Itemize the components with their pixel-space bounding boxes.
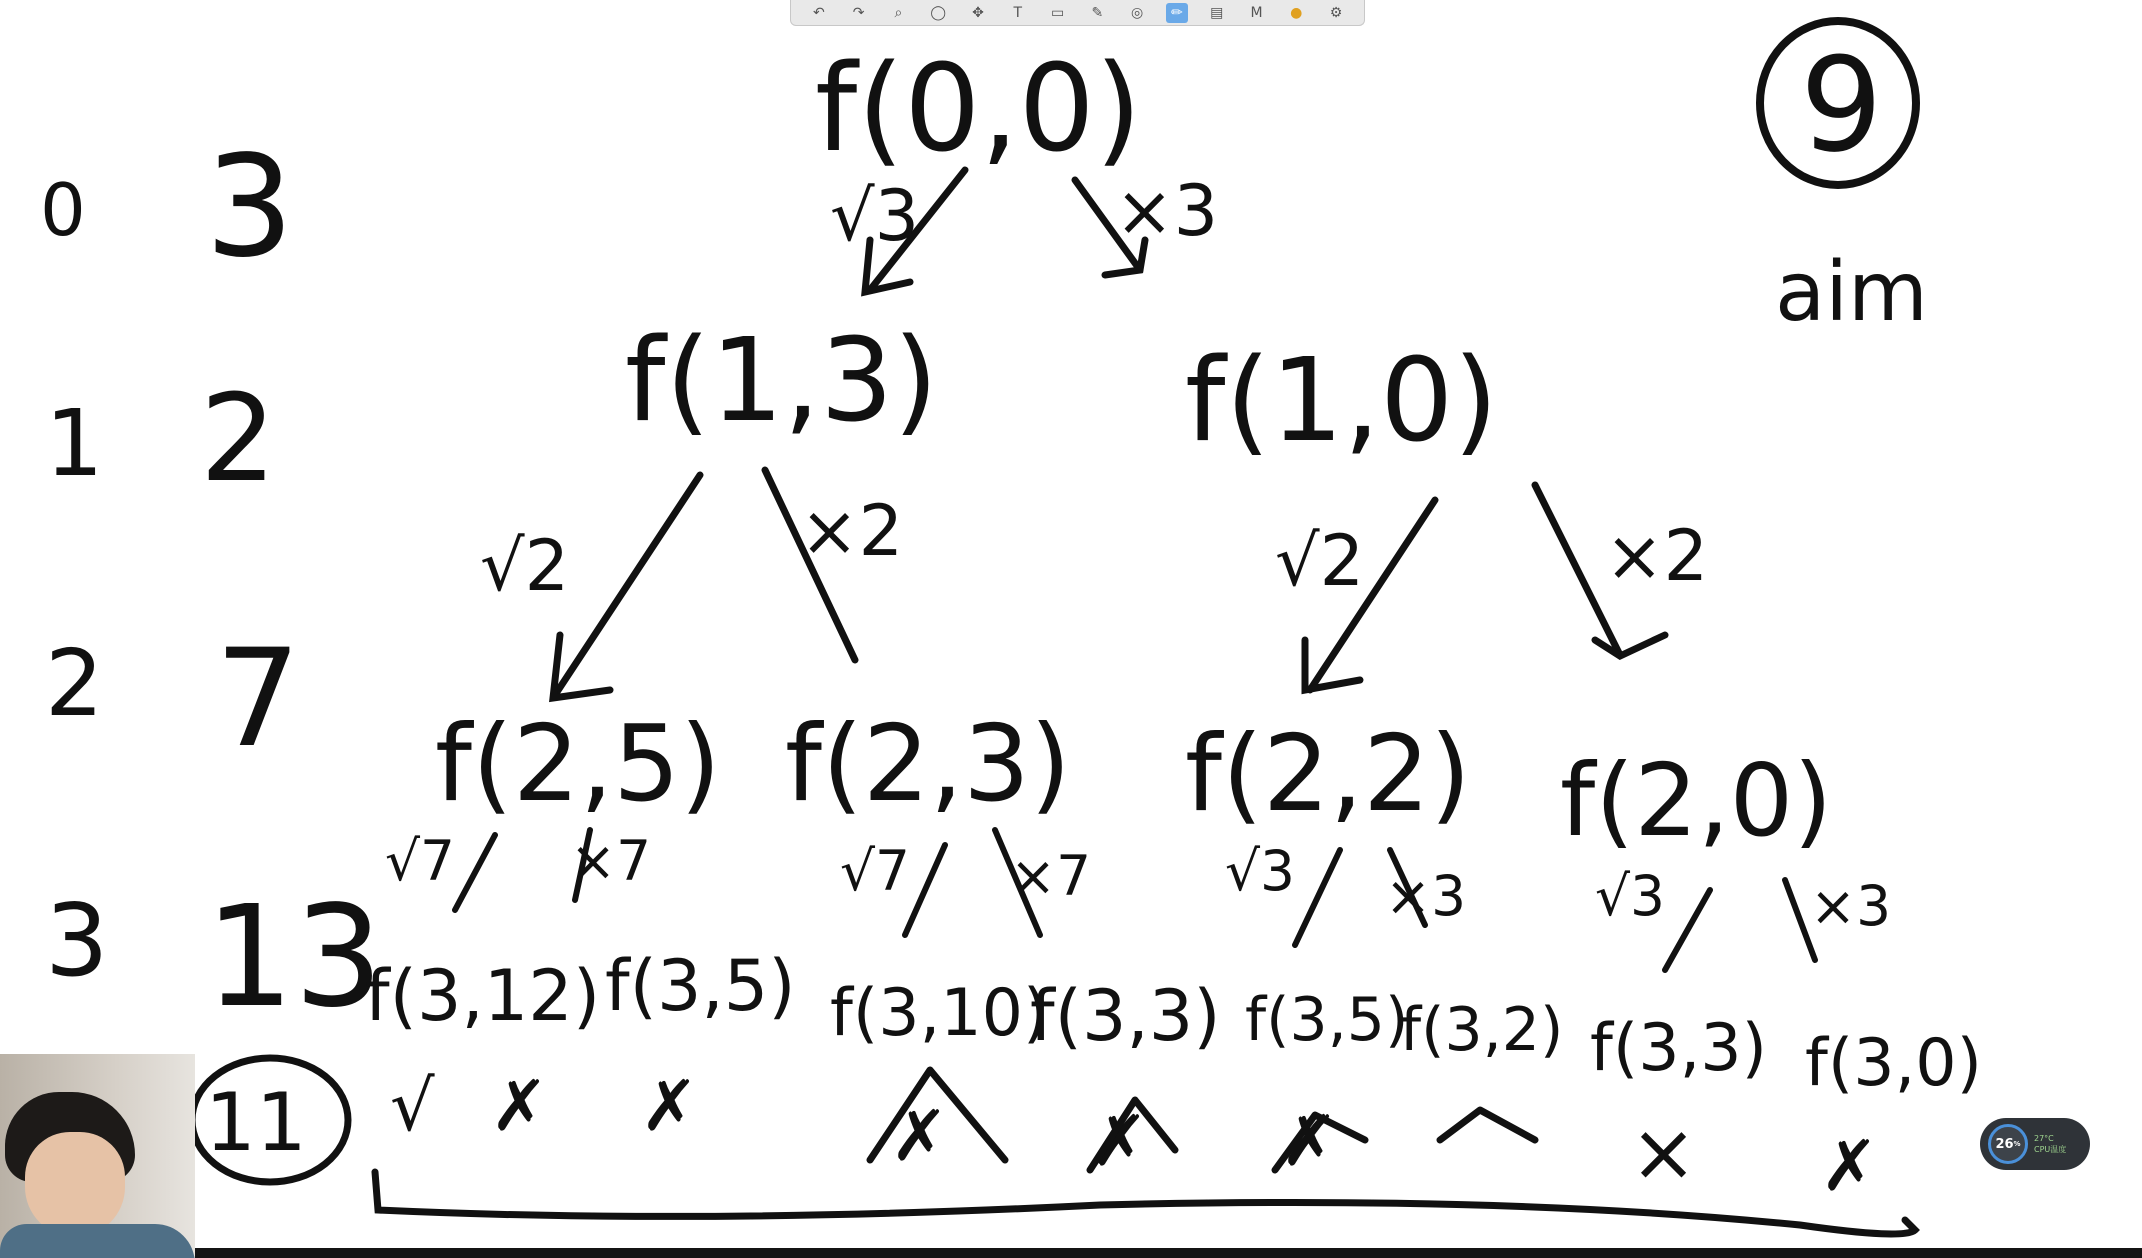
index-column xyxy=(40,168,109,999)
value-column xyxy=(200,126,383,1039)
index-0: 0 xyxy=(40,168,86,252)
usage-ring xyxy=(1988,1124,2028,1164)
value-3: 13 xyxy=(205,876,384,1039)
edge-label-3-5: ×3 xyxy=(1385,864,1467,928)
leaf-mark-5: ✗ xyxy=(1280,1100,1339,1182)
leaf-mark-4: ✗ xyxy=(1090,1100,1149,1182)
cpu-label: CPU温度 xyxy=(2034,1145,2067,1154)
tree-node-2-1: f(2,3) xyxy=(785,703,1071,825)
edge-label-3-0: √7 xyxy=(385,829,456,893)
edge-label-root-left: √3 xyxy=(830,175,920,257)
webcam-person-shirt xyxy=(0,1224,195,1258)
level3-nodes xyxy=(365,945,1982,1101)
edge-label-root-right: ×3 xyxy=(1115,170,1219,252)
webcam-overlay xyxy=(0,1054,195,1258)
edge-label-3-2: √7 xyxy=(840,839,911,903)
edge-label-1-0-right: ×2 xyxy=(800,490,904,572)
marker-icon[interactable]: M xyxy=(1250,4,1263,21)
leaf-marks xyxy=(390,1065,1879,1207)
edge-label-3-7: ×3 xyxy=(1810,874,1892,938)
circled-extra-value: 11 xyxy=(205,1076,307,1169)
move-icon[interactable]: ✥ xyxy=(972,4,984,21)
leaf-mark-0: √ xyxy=(390,1065,435,1147)
tree-root: f(0,0) xyxy=(815,40,1142,179)
leaf-mark-2: ✗ xyxy=(640,1065,699,1147)
leaf-mark-7: ✗ xyxy=(1820,1125,1879,1207)
edge-label-3-1: ×7 xyxy=(570,829,652,893)
leaf-mark-1: ✗ xyxy=(490,1065,549,1147)
aim-value: 9 xyxy=(1800,29,1883,181)
edge-label-1-1-right: ×2 xyxy=(1605,515,1709,597)
index-1: 1 xyxy=(45,390,104,497)
tree-node-3-4: f(3,5) xyxy=(1245,985,1409,1055)
usage-value: 26 xyxy=(1995,1136,2014,1152)
tree-node-3-3: f(3,3) xyxy=(1030,975,1221,1057)
cpu-stats xyxy=(2034,1133,2066,1155)
tree-node-2-3: f(2,0) xyxy=(1560,742,1833,859)
webcam-person-face xyxy=(25,1132,125,1237)
index-2: 2 xyxy=(45,630,104,737)
tree-node-3-2: f(3,10) xyxy=(830,976,1049,1051)
tree-node-3-5: f(3,2) xyxy=(1400,995,1564,1065)
highlighter-icon[interactable]: ▤ xyxy=(1210,4,1224,21)
text-icon[interactable]: T xyxy=(1013,4,1023,21)
edge-label-3-3: ×7 xyxy=(1010,844,1092,908)
taskbar xyxy=(195,1248,2142,1258)
leaf-hats xyxy=(870,1070,1535,1170)
edge-label-1-1-left: √2 xyxy=(1275,520,1365,602)
shape-icon[interactable]: ◎ xyxy=(1131,4,1144,21)
zoom-icon[interactable]: ⌕ xyxy=(894,4,903,21)
index-3: 3 xyxy=(45,882,109,999)
cpu-temp: 27°C xyxy=(2034,1134,2054,1143)
usage-unit: % xyxy=(2013,1140,2021,1148)
tree-node-3-7: f(3,0) xyxy=(1805,1026,1982,1101)
color-wheel-icon[interactable]: ● xyxy=(1290,4,1303,21)
leaf-mark-3: ✗ xyxy=(890,1095,949,1177)
drawing-toolbar xyxy=(790,0,1365,26)
value-2: 7 xyxy=(215,620,301,777)
edge-label-3-6: √3 xyxy=(1595,864,1666,928)
tree-node-1-0: f(1,3) xyxy=(625,314,939,448)
pen-icon[interactable]: ✏ xyxy=(1166,3,1188,23)
value-0: 3 xyxy=(205,126,295,289)
pencil-icon[interactable]: ✎ xyxy=(1091,4,1104,21)
settings-icon[interactable]: ⚙ xyxy=(1329,4,1343,21)
edge-label-1-0-left: √2 xyxy=(480,525,570,607)
value-1: 2 xyxy=(200,370,277,509)
edge-1-0-left xyxy=(553,475,700,698)
cpu-monitor-widget[interactable] xyxy=(1980,1118,2090,1170)
tree-node-3-0: f(3,12) xyxy=(365,955,601,1037)
eraser-icon[interactable]: ▭ xyxy=(1050,4,1065,21)
undo-icon[interactable]: ↶ xyxy=(813,4,825,21)
tree-node-3-1: f(3,5) xyxy=(605,945,796,1027)
tree-node-2-2: f(2,2) xyxy=(1185,713,1471,835)
tree-node-3-6: f(3,3) xyxy=(1590,1011,1767,1086)
redo-icon[interactable]: ↷ xyxy=(852,4,865,21)
edge-label-3-4: √3 xyxy=(1225,839,1296,903)
tree-node-2-0: f(2,5) xyxy=(435,703,721,825)
aim-label: aim xyxy=(1775,245,1928,340)
lasso-icon[interactable]: ◯ xyxy=(930,4,947,21)
leaf-mark-6: × xyxy=(1630,1106,1698,1199)
tree-node-1-1: f(1,0) xyxy=(1185,334,1499,468)
